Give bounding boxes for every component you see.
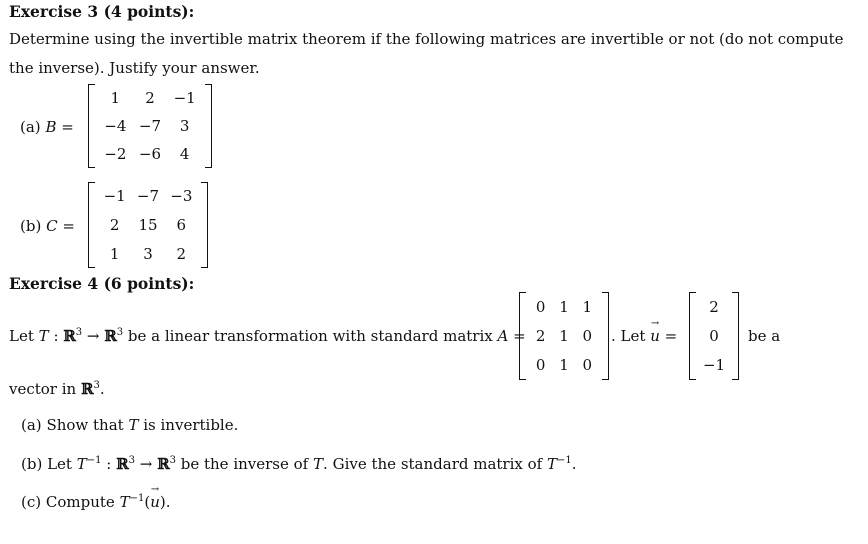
matrix-cell: −4 — [104, 117, 127, 135]
matrix-cell: −3 — [170, 187, 193, 206]
exercise-4-statement — [9, 327, 526, 345]
exercise-4-part-a — [21, 416, 238, 434]
matrix-cell: 4 — [179, 145, 190, 163]
vector-cell: −1 — [702, 356, 726, 375]
part-a-text: Show that — [46, 416, 124, 434]
transformation-t: T — [76, 455, 87, 473]
matrix-cell: 0 — [582, 356, 593, 375]
colon: : — [53, 327, 59, 345]
exercise-3-prompt-line-2: the inverse). Justify your answer. — [9, 59, 260, 77]
let-word: Let — [9, 327, 34, 345]
real-space-symbol: ℝ — [157, 455, 170, 473]
matrix-cell: −7 — [138, 117, 162, 135]
exercise-4-title: Exercise 4 (6 points): — [9, 274, 195, 293]
inverse-exponent: −1 — [129, 493, 145, 504]
equals-sign: = — [62, 217, 75, 235]
part-b-label: (b) — [20, 217, 42, 235]
matrix-cell: 1 — [110, 89, 121, 107]
vector-cell: 2 — [709, 297, 719, 316]
matrix-cell: 2 — [176, 244, 187, 263]
matrix-cell: 0 — [535, 356, 546, 375]
matrix-c — [88, 182, 208, 268]
matrix-cell: 1 — [559, 326, 569, 345]
left-bracket — [88, 182, 95, 268]
matrix-cell: 1 — [559, 297, 569, 316]
real-space-symbol: ℝ — [104, 327, 117, 345]
matrix-cell: 0 — [535, 297, 546, 316]
vector-u — [689, 292, 739, 380]
exponent: 3 — [75, 327, 83, 338]
real-space-symbol: ℝ — [81, 380, 94, 398]
part-a-label: (a) — [21, 416, 42, 434]
let-word: . Let — [611, 327, 646, 345]
vector-in-line — [9, 380, 105, 398]
right-bracket — [205, 84, 212, 168]
be-a-text: be a — [748, 327, 781, 345]
matrix-cell: −7 — [136, 187, 160, 206]
period: . — [571, 455, 577, 473]
exercise-3-title: Exercise 3 (4 points): — [9, 2, 195, 21]
transformation-t: T — [38, 327, 49, 345]
transformation-t: T — [313, 455, 324, 473]
matrix-cell: 1 — [109, 244, 120, 263]
part-b-label: (b) — [21, 455, 43, 473]
arrow-symbol: → — [86, 327, 100, 345]
inverse-exponent: −1 — [557, 455, 572, 466]
matrix-cell: −6 — [138, 145, 162, 163]
matrix-cell: −2 — [104, 145, 127, 163]
matrix-cell: 2 — [109, 215, 120, 234]
vector-u-symbol: → u — [150, 493, 160, 511]
matrix-cell: 1 — [559, 356, 569, 375]
exercise-4-part-b — [21, 455, 577, 473]
matrix-a — [519, 292, 609, 380]
period: . — [165, 493, 171, 511]
part-a-equation-label — [20, 118, 74, 136]
matrix-cell: 2 — [535, 326, 546, 345]
matrix-cell: 6 — [176, 215, 187, 234]
statement-text: be a linear transformation with standard matrix — [127, 327, 493, 345]
part-b-equation-label — [20, 217, 75, 235]
part-c-text: Compute — [45, 493, 115, 511]
part-b-text-1: be the inverse of — [180, 455, 309, 473]
real-space-symbol: ℝ — [63, 327, 76, 345]
let-word: Let — [47, 455, 72, 473]
matrix-cell: −1 — [173, 89, 196, 107]
vector-in-text: vector in — [9, 380, 77, 398]
exercise-4-part-c: (c) Compute $T^{-1}(\to u)$. — [21, 493, 171, 511]
equals-sign: = — [513, 327, 526, 345]
right-bracket — [602, 292, 609, 380]
matrix-cell: 15 — [138, 215, 158, 234]
right-bracket — [201, 182, 208, 268]
equals-sign: = — [664, 327, 678, 345]
left-bracket — [88, 84, 95, 168]
inverse-exponent: −1 — [86, 455, 102, 466]
let-u-text — [611, 327, 677, 345]
part-c-label: (c) — [21, 493, 42, 511]
matrix-b — [88, 84, 212, 168]
vector-u-symbol: → u — [650, 327, 660, 345]
part-a-label: (a) — [20, 118, 41, 136]
colon: : — [106, 455, 112, 473]
matrix-b-variable: B — [45, 118, 57, 136]
matrix-cell: 3 — [179, 117, 190, 135]
arrow-symbol: → — [139, 455, 153, 473]
transformation-t: T — [119, 493, 130, 511]
part-a-end: is invertible. — [143, 416, 239, 434]
left-bracket — [519, 292, 526, 380]
transformation-t: T — [128, 416, 139, 434]
left-bracket — [689, 292, 696, 380]
matrix-cell: 1 — [582, 297, 593, 316]
period: . — [99, 380, 105, 398]
transformation-t: T — [546, 455, 557, 473]
exponent: 3 — [128, 455, 135, 466]
matrix-cell: 0 — [582, 326, 593, 345]
matrix-a-variable: A — [497, 327, 509, 345]
matrix-cell: −1 — [103, 187, 126, 206]
matrix-cell: 3 — [143, 244, 153, 263]
exponent: 3 — [116, 327, 124, 338]
matrix-c-variable: C — [46, 217, 58, 235]
matrix-cell: 2 — [145, 89, 155, 107]
real-space-symbol: ℝ — [116, 455, 129, 473]
exercise-3-prompt-line-1: Determine using the invertible matrix theorem if the following matrices are invertible or not (do not compute — [9, 30, 844, 48]
right-bracket — [732, 292, 739, 380]
exponent: 3 — [169, 455, 176, 466]
vector-cell: 0 — [709, 326, 719, 345]
equals-sign: = — [61, 118, 74, 136]
part-b-text-2: . Give the standard matrix of — [323, 455, 543, 473]
exponent: 3 — [93, 380, 100, 391]
